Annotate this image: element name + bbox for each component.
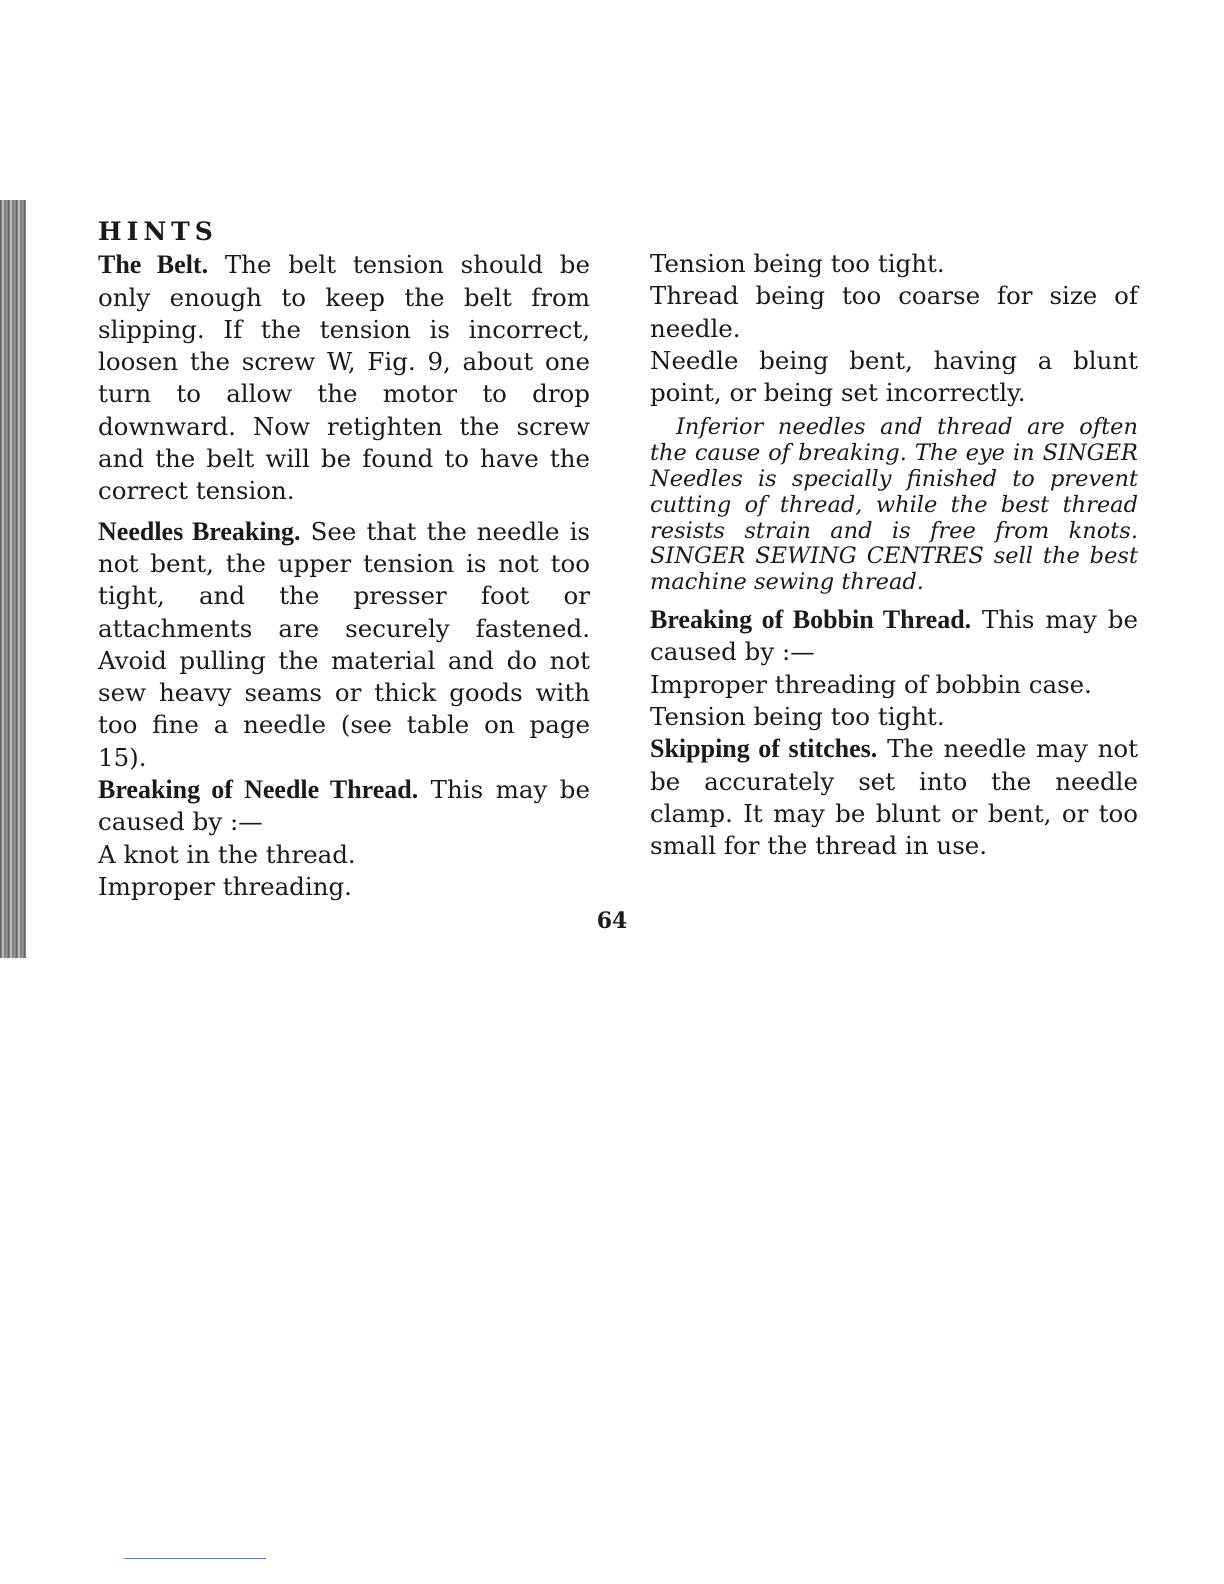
belt-text: The belt tension should be only enough to keep the belt from slipping. If the tension is incorrect, loosen the screw W, Fig. 9, about one turn to allow the motor to drop downward. Now retighten the screw and the belt will be found to have the correct tension. — [98, 250, 590, 506]
left-column — [98, 216, 590, 903]
needles-breaking-heading: Needles Breaking. — [98, 516, 301, 546]
cause-item: Thread being too coarse for size of needle. — [650, 281, 1138, 343]
skipping-stitches-heading: Skipping of stitches. — [650, 734, 878, 764]
skipping-stitches-text: The needle may not be accurately set into the needle clamp. It may be blunt or bent, or too small for the thread in use. — [650, 734, 1138, 861]
belt-heading: The Belt. — [98, 250, 209, 280]
bobbin-thread-heading: Breaking of Bobbin Thread. — [650, 605, 972, 635]
page-number: 64 — [596, 908, 628, 934]
book-binding-edge — [0, 200, 26, 958]
cause-item: A knot in the thread. — [98, 839, 356, 869]
belt-paragraph — [98, 249, 590, 507]
cause-item: Needle being bent, having a blunt point, or being set incorrectly. — [650, 345, 1138, 408]
needle-thread-text: This may be caused by :— — [98, 775, 590, 837]
needle-thread-heading: Breaking of Needle Thread. — [98, 775, 419, 805]
bobbin-cause-item: Improper threading of bobbin case. — [650, 669, 1092, 699]
right-column — [650, 248, 1138, 862]
bobbin-thread-paragraph — [650, 604, 1138, 669]
needles-breaking-text: See that the needle is not bent, the upper tension is not too tight, and the presser foot or attachments are securely fastened. Avoid pulling the material and do not sew heavy seams or thick goods with too fine a needle (see table on page 15). — [98, 516, 590, 772]
needles-breaking-paragraph — [98, 516, 590, 774]
needle-thread-paragraph — [98, 774, 590, 839]
bobbin-cause-item: Tension being too tight. — [650, 701, 945, 731]
bobbin-thread-text: This may be caused by :— — [650, 605, 1138, 667]
inferior-needles-note: Inferior needles and thread are often the cause of breaking. The eye in SINGER Needles is specially finished to prevent cutting of thread, while the best thread resists strain and is free from knots. SINGER SEWING CENTRES sell the best machine sewing thread. — [650, 414, 1138, 596]
skipping-stitches-paragraph — [650, 733, 1138, 862]
cause-item: Tension being too tight. — [650, 249, 945, 278]
cause-item: Improper threading. — [98, 871, 352, 901]
footer-rule — [124, 1558, 266, 1559]
section-title: HINTS — [98, 217, 218, 246]
